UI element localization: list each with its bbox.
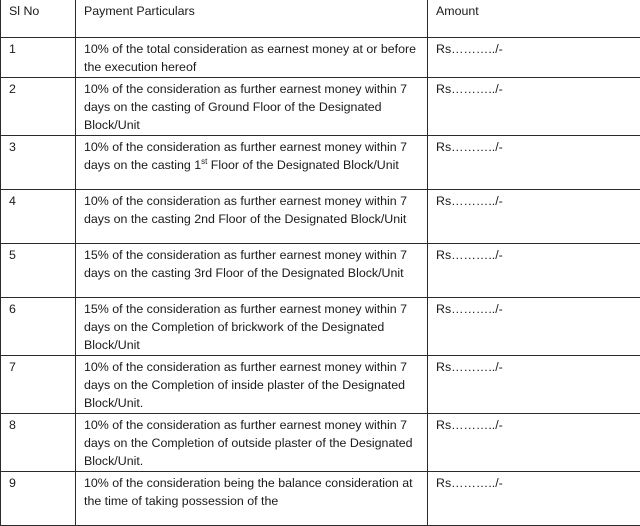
particulars-cell: 10% of the consideration being the balance consideration at the time of taking possession of the (76, 472, 428, 526)
amount-cell: Rs………../- (428, 414, 640, 472)
amount-cell: Rs………../- (428, 472, 640, 526)
amount-cell: Rs………../- (428, 244, 640, 298)
amount-cell: Rs………../- (428, 298, 640, 356)
particulars-cell: 10% of the consideration as further earnest money within 7 days on the casting of Ground Floor of the Designated Block/Unit (76, 78, 428, 136)
sl-no-cell: 5 (1, 244, 76, 298)
table-row (1, 78, 640, 136)
particulars-text-end: Floor of the Designated Block/Unit (207, 158, 398, 172)
table-row (1, 356, 640, 414)
amount-cell: Rs………../- (428, 190, 640, 244)
sl-no-cell: 6 (1, 298, 76, 356)
sl-no-cell: 9 (1, 472, 76, 526)
amount-cell: Rs………../- (428, 136, 640, 190)
table-row (1, 414, 640, 472)
particulars-cell: 10% of the total consideration as earnest money at or before the execution hereof (76, 38, 428, 78)
ordinal-suffix: st (201, 157, 207, 166)
particulars-cell: 10% of the consideration as further earnest money within 7 days on the Completion of inside plaster of the Designated Block/Unit. (76, 356, 428, 414)
sl-no-cell: 2 (1, 78, 76, 136)
table-row (1, 136, 640, 190)
amount-cell: Rs………../- (428, 78, 640, 136)
particulars-cell: 15% of the consideration as further earnest money within 7 days on the Completion of brickwork of the Designated Block/Unit (76, 298, 428, 356)
table-row (1, 244, 640, 298)
table-row (1, 38, 640, 78)
amount-cell: Rs………../- (428, 38, 640, 78)
header-amount: Amount (428, 0, 640, 38)
sl-no-cell: 7 (1, 356, 76, 414)
amount-cell: Rs………../- (428, 356, 640, 414)
sl-no-cell: 3 (1, 136, 76, 190)
particulars-cell: 10% of the consideration as further earnest money within 7 days on the Completion of outside plaster of the Designated Block/Unit. (76, 414, 428, 472)
table-header-row (1, 0, 640, 38)
header-payment-particulars: Payment Particulars (76, 0, 428, 38)
particulars-cell: 10% of the consideration as further earnest money within 7 days on the casting 2nd Floor of the Designated Block/Unit (76, 190, 428, 244)
particulars-cell: 15% of the consideration as further earnest money within 7 days on the casting 3rd Floor of the Designated Block/Unit (76, 244, 428, 298)
sl-no-cell: 1 (1, 38, 76, 78)
table-row (1, 298, 640, 356)
table-row (1, 472, 640, 526)
particulars-text-start: 10% of the consideration as further earnest money within 7 days on the casting 1 (84, 140, 407, 172)
particulars-cell (76, 136, 428, 190)
header-sl-no: Sl No (1, 0, 76, 38)
table-row (1, 190, 640, 244)
sl-no-cell: 4 (1, 190, 76, 244)
sl-no-cell: 8 (1, 414, 76, 472)
